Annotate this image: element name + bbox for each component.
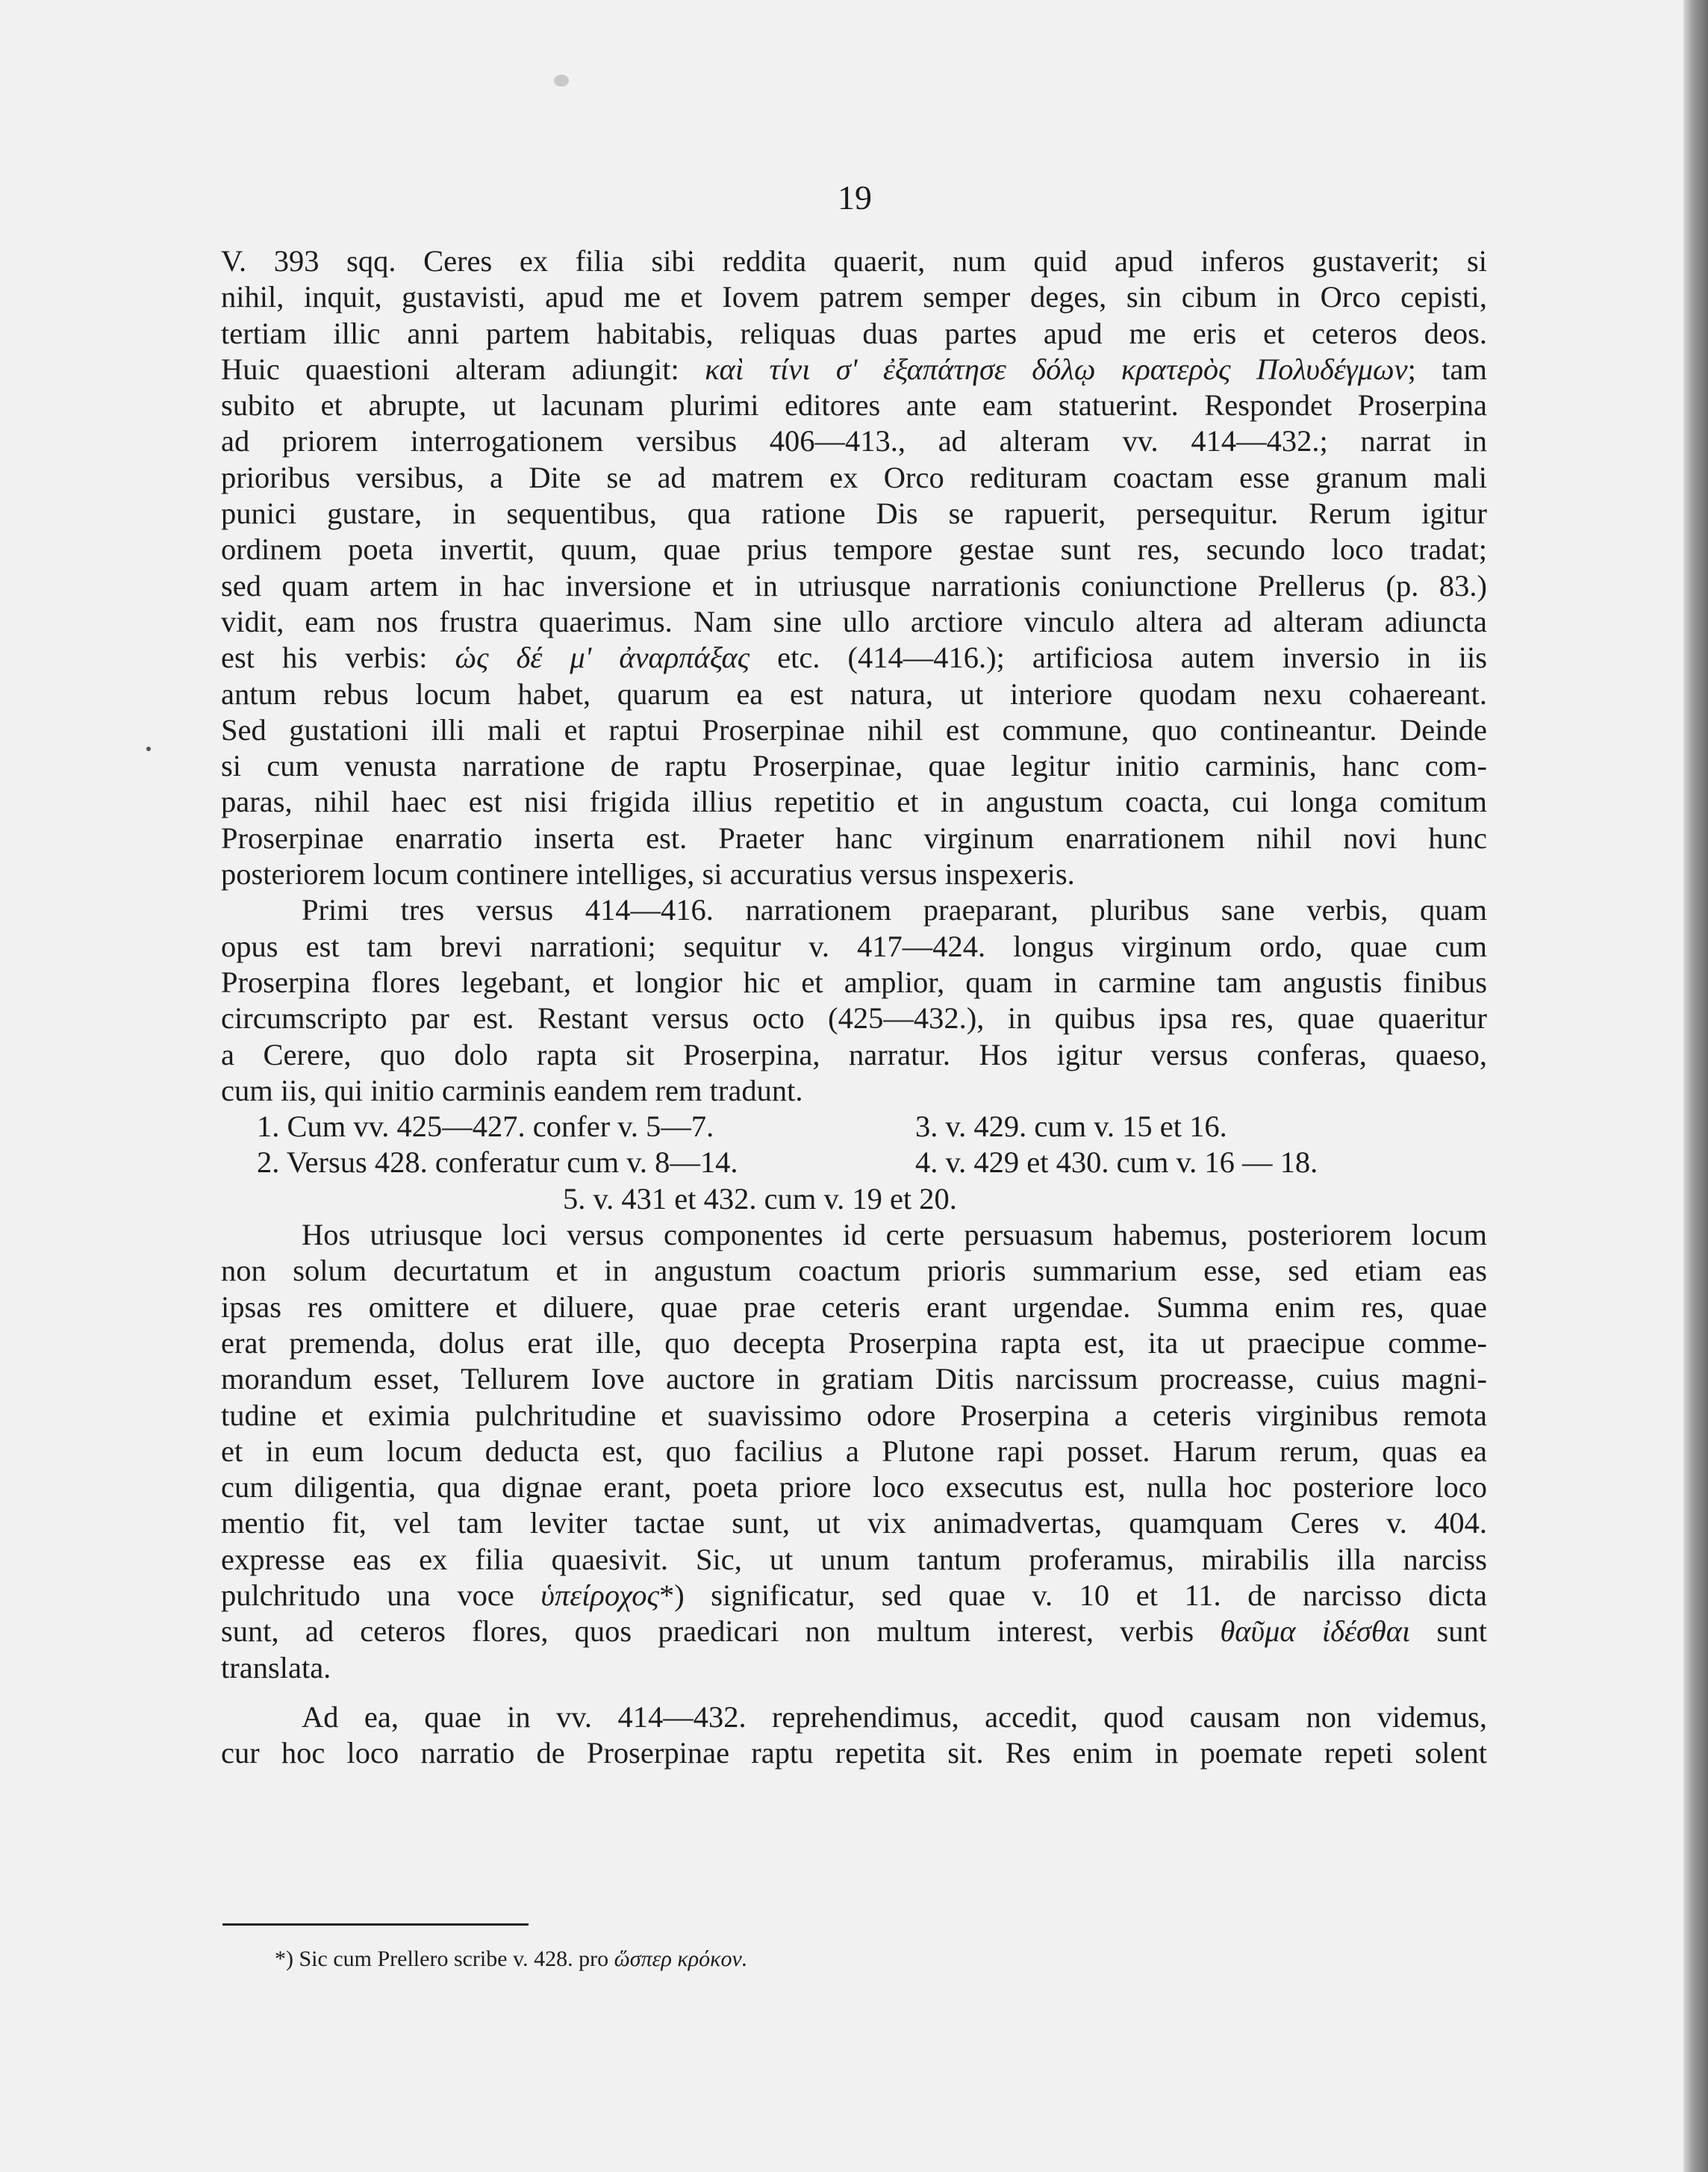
footnote-text: *) Sic cum Prellero scribe v. 428. pro	[275, 1947, 614, 1971]
text-span: est his verbis:	[221, 641, 455, 675]
text-line: ad priorem interrogationem versibus 406—413., ad alteram vv. 414—432.; narrat in	[221, 424, 1487, 458]
text-line: subito et abrupte, ut lacunam plurimi editores ante eam statuerint. Respondet Proserpina	[221, 388, 1487, 423]
text-line: tudine et eximia pulchritudine et suavissimo odore Proserpina a ceteris virginibus remota	[221, 1398, 1487, 1432]
text-line: nihil, inquit, gustavisti, apud me et Iovem patrem semper deges, sin cibum in Orco cepisti,	[221, 280, 1487, 314]
text-line: punici gustare, in sequentibus, qua ratione Dis se rapuerit, persequitur. Rerum igitur	[221, 497, 1487, 531]
text-line: vidit, eam nos frustra quaerimus. Nam sine ullo arctiore vinculo altera ad alteram adiuncta	[221, 604, 1487, 638]
text-line: Proserpinae enarratio inserta est. Praeter hanc virginum enarrationem nihil novi hunc	[221, 821, 1487, 855]
text-line: sed quam artem in hac inversione et in utriusque narrationis coniunctione Prellerus (p. 83.)	[221, 568, 1487, 603]
text-span: etc. (414—416.); artificiosa autem inversio in iis	[749, 641, 1487, 675]
text-span: pulchritudo una voce	[221, 1578, 541, 1612]
text-line: mentio fit, vel tam leviter tactae sunt, ut vix animadvertas, quamquam Ceres v. 404.	[221, 1506, 1487, 1540]
text-line: si cum venusta narratione de raptu Proserpinae, quae legitur initio carminis, hanc com-	[221, 749, 1487, 783]
comparison-item: 5. v. 431 et 432. cum v. 19 et 20.	[563, 1181, 957, 1216]
greek-quote: θαῦμα ἰδέσθαι	[1220, 1614, 1411, 1649]
text-span: sunt	[1410, 1614, 1488, 1649]
text-line: non solum decurtatum et in angustum coactum prioris summarium esse, sed etiam eas	[221, 1254, 1487, 1288]
text-line: cur hoc loco narratio de Proserpinae raptu repetita sit. Res enim in poemate repeti solent	[221, 1736, 1487, 1770]
text-line: paras, nihil haec est nisi frigida illius repetitio et in angustum coacta, cui longa comitum	[221, 785, 1487, 819]
text-line-sunt	[221, 1614, 1487, 1649]
comparison-item: 4. v. 429 et 430. cum v. 16 — 18.	[915, 1145, 1318, 1180]
comparison-row	[221, 1145, 1487, 1180]
text-line: opus est tam brevi narrationi; sequitur v. 417—424. longus virginum ordo, quae cum	[221, 929, 1487, 963]
text-span: Huic quaestioni alteram adiungit:	[221, 352, 705, 386]
text-line: Ad ea, quae in vv. 414—432. reprehendimus, accedit, quod causam non videmus,	[302, 1699, 1487, 1734]
comparison-row	[221, 1181, 1487, 1217]
text-line: erat premenda, dolus erat ille, quo decepta Proserpina rapta est, ita ut praecipue comme-	[221, 1325, 1487, 1360]
text-line: ordinem poeta invertit, quum, quae prius tempore gestae sunt res, secundo loco tradat;	[221, 532, 1487, 567]
footnote-divider	[222, 1923, 529, 1926]
text-line: Proserpina flores legebant, et longior hic et amplior, quam in carmine tam angustis finibus	[221, 965, 1487, 999]
text-line: antum rebus locum habet, quarum ea est natura, ut interiore quodam nexu cohaereant.	[221, 676, 1487, 711]
text-line: ipsas res omittere et diluere, quae prae ceteris erant urgendae. Summa enim res, quae	[221, 1289, 1487, 1324]
text-line: posteriorem locum continere intelliges, si accuratius versus inspexeris.	[221, 857, 1075, 891]
text-line: prioribus versibus, a Dite se ad matrem ex Orco redituram coactam esse granum mali	[221, 460, 1487, 494]
text-line: a Cerere, quo dolo rapta sit Proserpina, narratur. Hos igitur versus conferas, quaeso,	[221, 1037, 1487, 1071]
comparison-item: 2. Versus 428. conferatur cum v. 8—14.	[257, 1145, 738, 1180]
text-line-pulchritudo	[221, 1578, 1487, 1614]
body-text	[221, 243, 1487, 1771]
greek-quote: καὶ τίνι σ' ἐξαπάτησε δόλῳ κρατερὸς Πολυδέγμων	[705, 352, 1408, 386]
text-span: ; tam	[1407, 352, 1487, 386]
text-line: tertiam illic anni partem habitabis, reliquas duas partes apud me eris et ceteros deos.	[221, 316, 1487, 350]
greek-quote: ὡς δέ μ' ἀναρπάξας	[455, 641, 750, 675]
book-gutter	[1683, 0, 1708, 2172]
text-span: sunt, ad ceteros flores, quos praedicari non multum interest, verbis	[221, 1614, 1221, 1649]
greek-quote: ὥσπερ κρόκον.	[614, 1947, 748, 1971]
paper-stain	[146, 747, 151, 751]
comparison-list	[221, 1109, 1487, 1217]
text-line: circumscripto par est. Restant versus octo (425—432.), in quibus ipsa res, quae quaeritur	[221, 1001, 1487, 1036]
greek-quote: ὑπείροχος	[540, 1578, 659, 1612]
page-number: 19	[838, 178, 872, 217]
text-line: et in eum locum deducta est, quo facilius a Plutone rapi posset. Harum rerum, quas ea	[221, 1434, 1487, 1468]
text-line: Primi tres versus 414—416. narrationem praeparant, pluribus sane verbis, quam	[302, 893, 1487, 927]
text-line: expresse eas ex filia quaesivit. Sic, ut unum tantum proferamus, mirabilis illa narciss	[221, 1542, 1487, 1576]
paper-stain	[554, 75, 569, 87]
text-line: cum diligentia, qua dignae erant, poeta priore loco exsecutus est, nulla hoc posteriore loco	[221, 1470, 1487, 1504]
text-line-huic	[221, 352, 1487, 388]
text-line-est	[221, 640, 1487, 676]
text-line: V. 393 sqq. Ceres ex filia sibi reddita quaerit, num quid apud inferos gustaverit; si	[221, 244, 1487, 278]
comparison-row	[221, 1109, 1487, 1145]
text-line: Sed gustationi illi mali et raptui Proserpinae nihil est commune, quo contineantur. Deinde	[221, 712, 1487, 747]
text-line: cum iis, qui initio carminis eandem rem tradunt.	[221, 1073, 803, 1107]
comparison-item: 1. Cum vv. 425—427. confer v. 5—7.	[257, 1110, 714, 1144]
comparison-item: 3. v. 429. cum v. 15 et 16.	[915, 1110, 1227, 1144]
text-line: Hos utriusque loci versus componentes id certe persuasum habemus, posteriorem locum	[302, 1218, 1487, 1252]
text-line: translata.	[221, 1650, 331, 1684]
text-span: *) significatur, sed quae v. 10 et 11. de narcisso dicta	[658, 1578, 1487, 1612]
footnote	[275, 1946, 1320, 1973]
text-line: morandum esset, Tellurem Iove auctore in gratiam Ditis narcissum procreasse, cuius magni-	[221, 1362, 1487, 1396]
